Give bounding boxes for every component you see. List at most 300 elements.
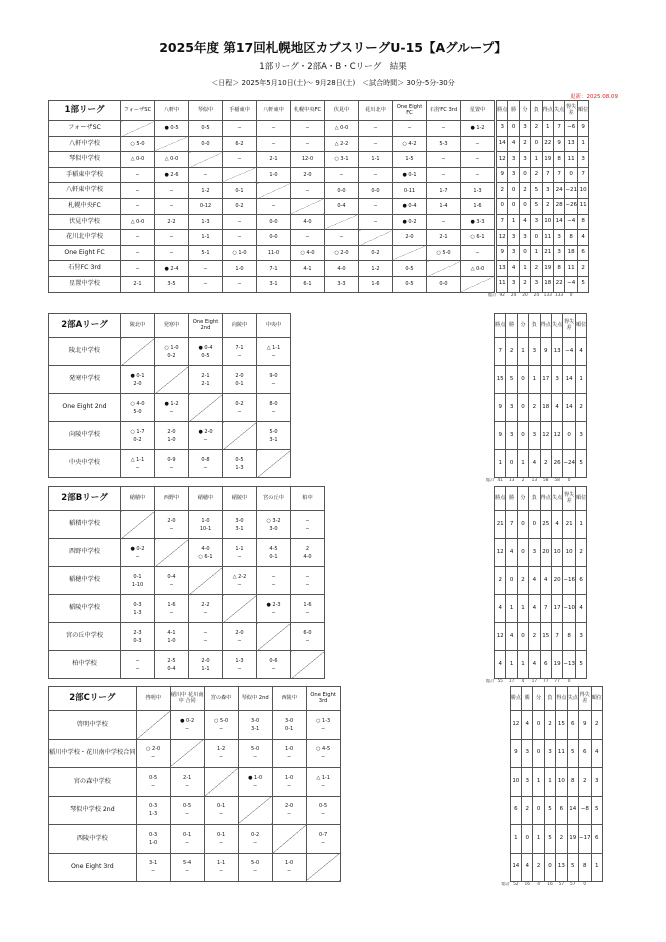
score-line: 0-4 [337,203,346,210]
stat-cell: 6 [591,825,602,854]
stat-cell: 14 [563,366,576,394]
score-line: − [321,725,326,732]
stat-cell: 6 [567,711,578,740]
total-cell: 0 [567,679,571,685]
score-line: 2-0 [405,234,414,241]
self-match-cell [257,183,291,199]
stat-cell: 25 [540,511,551,539]
score-line: 3-1 [251,725,260,732]
stat-cell: 0 [563,422,576,450]
score-line: 1-1 [217,860,226,867]
score-line: − [135,250,140,257]
self-match-cell [121,121,155,137]
match-result [170,796,204,825]
spacer [575,478,586,486]
score-line: 2-0 [167,428,176,435]
score-line: 0-5 [201,352,210,359]
team-name: One Eight FC [49,245,121,261]
score-line: − [305,234,310,241]
match-result [170,711,204,740]
match-result [306,739,340,768]
score-line: 1-6 [303,601,312,608]
score-line: − [271,140,276,147]
spacer [325,651,495,679]
stat-cell: 2 [531,261,542,277]
match-result [291,623,325,651]
match-result [291,261,325,277]
score-line: − [203,637,208,644]
schedule-info: ＜日程＞ 2025年5月10日(土)～ 9月28日(土) ＜試合時間＞ 30分-5分-30分 [211,79,455,87]
score-line: − [203,265,208,272]
stat-cell: 3 [508,167,519,183]
match-result [257,338,291,366]
score-line: 2-2 [201,601,210,608]
stat-cell: 8 [578,853,591,882]
team-name: 稲川中学校・花川南中学校合同 [49,739,137,768]
column-header: 発寒中 [155,314,189,338]
score-line: − [475,156,480,163]
score-line: ● 1-0 [248,774,263,781]
stat-cell: 21 [542,245,553,261]
score-line: − [305,517,310,524]
table-row [49,651,587,679]
score-line: 0-7 [319,831,328,838]
stat-cell: 7 [497,214,508,230]
column-header: 札幌中央FC [291,101,325,121]
score-line: ○ 1-7 [130,428,145,435]
score-line: 1-0 [285,860,294,867]
match-result [427,198,461,214]
stat-cell: −4 [565,276,578,292]
score-line: − [407,125,412,132]
stat-header: 勝 [522,687,533,711]
score-line: 2 [305,545,310,552]
column-header: 手稲東中 [223,101,257,121]
match-result [359,183,393,199]
stat-cell: 19 [567,825,578,854]
stat-cell: 3 [508,152,519,168]
score-line: △ 0-0 [164,156,179,163]
score-line: 3-0 [269,525,278,532]
score-line: − [237,156,242,163]
score-line: − [441,218,446,225]
stat-cell: 14 [553,214,564,230]
match-result [461,214,495,230]
stat-cell: 4 [506,539,517,567]
match-result [170,853,204,882]
stat-cell: 7 [542,167,553,183]
team-name: One Eight 2nd [49,394,121,422]
column-header: 稲川中 花川南中 合同 [170,687,204,711]
league-name: 2部Cリーグ [49,687,137,711]
score-line: 8-0 [269,400,278,407]
table-row [49,825,603,854]
match-result [427,136,461,152]
score-line: − [339,234,344,241]
stat-cell: 22 [542,136,553,152]
match-result [291,230,325,246]
match-result [121,394,155,422]
score-line: 4-0 [337,265,346,272]
match-result [257,394,291,422]
score-line: − [237,234,242,241]
stat-cell: 8 [577,214,588,230]
score-line: − [135,265,140,272]
match-result [257,595,291,623]
score-line: ○ 2-0 [334,250,349,257]
score-line: − [203,464,208,471]
match-result [223,539,257,567]
match-result [223,338,257,366]
score-line: 0-1 [269,553,278,560]
stat-cell: 6 [510,796,521,825]
total-cell: 16 [524,882,530,888]
stat-cell: 1 [517,450,528,478]
stat-cell: 0 [519,245,530,261]
match-result [291,567,325,595]
score-line: − [237,218,242,225]
score-line: − [237,553,242,560]
match-result [257,230,291,246]
stat-header: 得点 [540,487,551,511]
score-line: − [253,754,258,761]
total-cell: 0 [583,882,587,888]
score-line: ○ 3-1 [334,156,349,163]
match-result [121,595,155,623]
table-row [49,739,603,768]
stat-cell: 4 [519,214,530,230]
stat-header: 分 [517,487,528,511]
match-result [189,539,223,567]
match-result [291,245,325,261]
team-name: 琴似中学校 2nd [49,796,137,825]
match-result [359,198,393,214]
column-header: 八軒東中 [257,101,291,121]
score-line: 5-0 [251,860,260,867]
header-row [49,687,603,711]
score-line: △ 0-0 [470,265,485,272]
match-result [359,214,393,230]
stat-header: 得失差 [578,687,591,711]
match-result [291,183,325,199]
self-match-cell [427,261,461,277]
score-line: − [475,172,480,179]
score-line: − [373,218,378,225]
table-row [49,539,587,567]
score-line: − [287,782,292,789]
team-name: 発寒中学校 [49,366,121,394]
match-result [189,261,223,277]
stat-cell: 0 [508,183,519,199]
score-line: − [203,629,208,636]
match-result [189,136,223,152]
match-result [359,276,393,292]
score-line: 1-0 [285,774,294,781]
score-line: − [305,187,310,194]
stat-cell: 2 [575,539,586,567]
stat-cell: 3 [529,338,540,366]
score-line: 0-5 [235,456,244,463]
match-result [155,595,189,623]
self-match-cell [291,198,325,214]
score-line: ● 0-1 [130,372,145,379]
match-result [155,338,189,366]
match-result [393,183,427,199]
score-line: − [287,811,292,818]
spacer [325,567,495,595]
stat-cell: 2 [519,276,530,292]
stat-header: 勝 [508,101,519,121]
score-line: ● 0-2 [402,218,417,225]
total-cell: 58 [554,478,560,484]
score-line: 0-0 [371,187,380,194]
column-header: One Eight 3rd [306,687,340,711]
table-row [49,183,589,199]
table-row [49,595,587,623]
score-line: 12-0 [301,156,314,163]
match-result [325,230,359,246]
score-line: 5-1 [201,250,210,257]
score-line: − [373,172,378,179]
totals-row [49,882,603,890]
self-match-cell [461,276,495,292]
stat-cell: 5 [575,450,586,478]
stat-header: 勝点 [497,101,508,121]
match-result [461,152,495,168]
match-result [223,183,257,199]
stat-cell: 4 [551,394,562,422]
column-header: 宮の森中 [204,687,238,711]
score-line: − [151,754,156,761]
score-line: − [219,839,224,846]
score-line: − [271,380,276,387]
stat-cell: 5 [531,183,542,199]
score-line: ● 2-0 [198,428,213,435]
stat-cell: 9 [495,422,506,450]
match-result [257,261,291,277]
score-line: 1-0 [149,839,158,846]
stat-cell: 12 [551,422,562,450]
score-line: ● 2-4 [164,265,179,272]
score-line: 2-5 [167,657,176,664]
score-line: − [237,125,242,132]
team-name: 手稲東中学校 [49,167,121,183]
totals-label: 総計 [485,679,495,685]
stat-cell: 20 [540,539,551,567]
score-line: − [185,782,190,789]
match-result [189,167,223,183]
stat-cell: 15 [540,623,551,651]
stat-cell: −26 [565,198,578,214]
match-result [306,768,340,797]
score-line: 3-1 [235,525,244,532]
match-result [204,825,238,854]
spacer [340,796,510,825]
total-cell: 13 [531,478,538,484]
score-line: △ 1-1 [130,456,145,463]
score-line: − [253,782,258,789]
score-line: − [135,203,140,210]
stat-cell: −6 [565,121,578,137]
stat-cell: 4 [577,230,588,246]
stat-cell: 3 [522,739,533,768]
stat-cell: 0 [519,198,530,214]
stat-cell: 2 [556,825,567,854]
score-line: 2-0 [235,629,244,636]
stat-cell: 13 [497,261,508,277]
match-result [325,136,359,152]
stat-cell: 18 [565,245,578,261]
match-result [189,245,223,261]
score-line: 1-2 [371,265,380,272]
score-line: 1-3 [473,187,482,194]
column-header: 琴似中 2nd [238,687,272,711]
score-line: ● 2-6 [164,172,179,179]
stat-cell: 0 [565,167,578,183]
match-result [272,796,306,825]
match-result [359,152,393,168]
score-line: 2-1 [183,774,192,781]
score-line: 6-0 [303,629,312,636]
match-result [291,214,325,230]
stat-cell: 18 [540,394,551,422]
match-result [155,651,189,679]
match-result [461,183,495,199]
score-line: − [475,250,480,257]
match-result [170,825,204,854]
score-line: ○ 1-0 [232,250,247,257]
column-header: 中央中 [257,314,291,338]
score-line: 0-1 [183,831,192,838]
self-match-cell [306,853,340,882]
score-line: 1-2 [201,187,210,194]
stat-cell: −24 [563,450,576,478]
match-result [257,276,291,292]
total-cell: 55 [497,679,503,685]
stat-cell: 2 [531,167,542,183]
table-row [49,711,603,740]
team-name: 柏中学校 [49,651,121,679]
stat-cell: 0 [529,511,540,539]
score-line: 6-1 [303,281,312,288]
score-line: − [151,782,156,789]
stat-cell: 1 [575,511,586,539]
match-result [121,651,155,679]
match-result [189,511,223,539]
match-result [189,230,223,246]
match-result [155,198,189,214]
stat-cell: 0 [517,511,528,539]
stat-cell: 21 [563,511,576,539]
total-cell: 17 [508,679,515,685]
table-row [49,276,589,292]
score-line: − [203,281,208,288]
match-result [170,768,204,797]
match-result [121,183,155,199]
score-line: − [135,553,140,560]
stat-cell: 1 [533,768,544,797]
match-result [223,366,257,394]
score-line: 4-1 [303,265,312,272]
stat-cell: 0 [533,796,544,825]
team-name: 向陵中学校 [49,422,121,450]
match-result [121,136,155,152]
score-line: 0-9 [167,456,176,463]
stat-cell: 0 [517,623,528,651]
stat-cell: 11 [577,198,588,214]
stat-cell: 9 [553,136,564,152]
stat-cell: 15 [495,366,506,394]
score-line: 1-0 [235,265,244,272]
spacer [291,314,495,338]
stat-cell: −4 [565,214,578,230]
stat-cell: 8 [567,768,578,797]
match-result [257,651,291,679]
stat-cell: 1 [506,651,517,679]
stat-cell: 5 [544,796,555,825]
stat-cell: 3 [519,152,530,168]
score-line: ● 3-3 [470,218,485,225]
header-row [49,314,587,338]
stat-cell: 8 [553,152,564,168]
match-result [257,198,291,214]
stat-cell: 1 [544,768,555,797]
score-line: ○ 4-0 [130,400,145,407]
score-line: 0-1 [217,803,226,810]
score-line: ○ 6-1 [470,234,485,241]
score-line: 11-0 [267,250,280,257]
match-result [223,121,257,137]
team-name: 稲陵中学校 [49,595,121,623]
score-line: 5-3 [439,140,448,147]
team-name: 西野中学校 [49,539,121,567]
stat-cell: 2 [577,261,588,277]
stat-cell: 3 [542,183,553,199]
table-row [49,394,587,422]
score-line: 1-6 [371,281,380,288]
match-result [461,121,495,137]
match-result [155,422,189,450]
score-line: 2-1 [439,234,448,241]
spacer [291,338,495,366]
self-match-cell [272,825,306,854]
score-line: − [373,140,378,147]
score-line: 5-4 [183,860,192,867]
score-line: − [305,637,310,644]
stat-cell: 3 [553,245,564,261]
stat-cell: −10 [563,595,576,623]
score-line: − [203,609,208,616]
match-result [223,394,257,422]
score-line: ○ 5-0 [130,140,145,147]
stat-cell: 8 [553,261,564,277]
stat-cell: 17 [551,595,562,623]
stat-cell: 7 [540,595,551,623]
match-result [461,167,495,183]
team-name: 稲積中学校 [49,511,121,539]
score-line: − [441,156,446,163]
match-result [257,511,291,539]
match-result [189,623,223,651]
score-line: 3-1 [149,860,158,867]
match-result [272,711,306,740]
score-line: − [271,408,276,415]
table-row [49,567,587,595]
match-result [291,539,325,567]
stat-cell: 14 [563,394,576,422]
match-result [291,152,325,168]
score-line: 5-0 [251,746,260,753]
